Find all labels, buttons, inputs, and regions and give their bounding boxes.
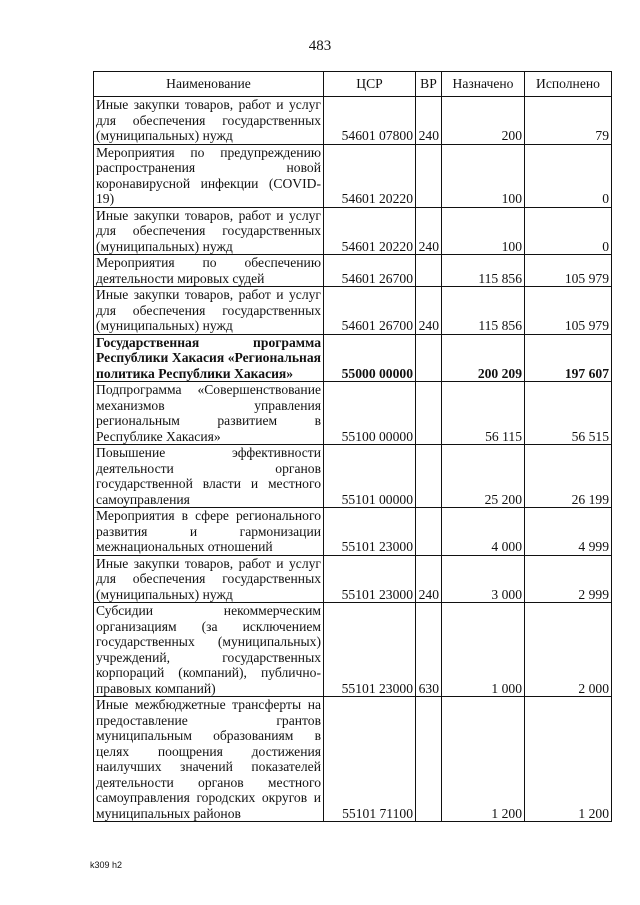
row-vr (416, 445, 442, 508)
row-executed: 197 607 (525, 334, 612, 382)
row-assigned: 1 200 (442, 697, 525, 822)
row-assigned: 200 209 (442, 334, 525, 382)
row-executed: 105 979 (525, 287, 612, 335)
row-executed: 56 515 (525, 382, 612, 445)
table-row (94, 508, 612, 556)
row-csr: 54601 20220 (324, 144, 416, 207)
table-row (94, 382, 612, 445)
row-csr: 54601 26700 (324, 255, 416, 287)
row-csr: 55100 00000 (324, 382, 416, 445)
row-csr: 54601 20220 (324, 207, 416, 255)
table-row (94, 445, 612, 508)
row-executed: 105 979 (525, 255, 612, 287)
row-assigned: 100 (442, 207, 525, 255)
row-vr: 630 (416, 603, 442, 697)
row-executed: 0 (525, 207, 612, 255)
row-csr: 55101 23000 (324, 508, 416, 556)
row-executed: 79 (525, 97, 612, 145)
row-name: Мероприятия по предупреждению распространения новой коронавирусной инфекции (COVID-19) (94, 144, 324, 207)
row-csr: 55101 23000 (324, 603, 416, 697)
row-executed: 4 999 (525, 508, 612, 556)
budget-table (93, 71, 612, 822)
row-assigned: 115 856 (442, 255, 525, 287)
table-row (94, 255, 612, 287)
table-body (94, 97, 612, 822)
table-row (94, 697, 612, 822)
row-vr (416, 697, 442, 822)
row-vr (416, 382, 442, 445)
row-name: Иные закупки товаров, работ и услуг для обеспечения государственных (муниципальных) нужд (94, 555, 324, 603)
row-vr: 240 (416, 287, 442, 335)
row-assigned: 200 (442, 97, 525, 145)
table-row (94, 97, 612, 145)
row-csr: 55101 23000 (324, 555, 416, 603)
row-vr: 240 (416, 555, 442, 603)
row-vr (416, 508, 442, 556)
row-executed: 26 199 (525, 445, 612, 508)
row-assigned: 3 000 (442, 555, 525, 603)
row-name: Субсидии некоммерческим организациям (за исключением государственных (муниципальных) учреждений, государственных корпораций (компаний), публично-правовых компаний) (94, 603, 324, 697)
row-name: Подпрограмма «Совершенствование механизмов управления региональным развитием в Республике Хакасия» (94, 382, 324, 445)
row-assigned: 25 200 (442, 445, 525, 508)
table-row (94, 287, 612, 335)
row-name: Повышение эффективности деятельности органов государственной власти и местного самоуправления (94, 445, 324, 508)
row-vr (416, 144, 442, 207)
header-csr: ЦСР (324, 72, 416, 97)
row-assigned: 56 115 (442, 382, 525, 445)
row-assigned: 100 (442, 144, 525, 207)
document-code: k309 h2 (90, 860, 123, 870)
row-name: Мероприятия по обеспечению деятельности мировых судей (94, 255, 324, 287)
row-csr: 55101 71100 (324, 697, 416, 822)
table-row (94, 207, 612, 255)
table-row (94, 144, 612, 207)
header-vr: ВР (416, 72, 442, 97)
row-vr: 240 (416, 97, 442, 145)
row-assigned: 4 000 (442, 508, 525, 556)
row-csr: 54601 26700 (324, 287, 416, 335)
table-row (94, 603, 612, 697)
row-assigned: 1 000 (442, 603, 525, 697)
header-assigned: Назначено (442, 72, 525, 97)
row-name: Иные межбюджетные трансферты на предоставление грантов муниципальным образованиям в целях поощрения достижения наилучших значений показателей деятельности органов местного самоуправления городских округов и муниципальных районов (94, 697, 324, 822)
row-name: Иные закупки товаров, работ и услуг для обеспечения государственных (муниципальных) нужд (94, 207, 324, 255)
header-executed: Исполнено (525, 72, 612, 97)
row-executed: 1 200 (525, 697, 612, 822)
row-name: Мероприятия в сфере регионального развития и гармонизации межнациональных отношений (94, 508, 324, 556)
row-name: Иные закупки товаров, работ и услуг для обеспечения государственных (муниципальных) нужд (94, 97, 324, 145)
header-name: Наименование (94, 72, 324, 97)
row-executed: 0 (525, 144, 612, 207)
row-csr: 54601 07800 (324, 97, 416, 145)
row-vr (416, 334, 442, 382)
row-executed: 2 000 (525, 603, 612, 697)
table-row-program (94, 334, 612, 382)
row-vr (416, 255, 442, 287)
row-executed: 2 999 (525, 555, 612, 603)
row-assigned: 115 856 (442, 287, 525, 335)
row-csr: 55000 00000 (324, 334, 416, 382)
page-number: 483 (308, 38, 332, 54)
row-vr: 240 (416, 207, 442, 255)
table-header-row (94, 72, 612, 97)
row-name: Государственная программа Республики Хакасия «Региональная политика Республики Хакасия» (94, 334, 324, 382)
row-csr: 55101 00000 (324, 445, 416, 508)
table-row (94, 555, 612, 603)
row-name: Иные закупки товаров, работ и услуг для обеспечения государственных (муниципальных) нужд (94, 287, 324, 335)
